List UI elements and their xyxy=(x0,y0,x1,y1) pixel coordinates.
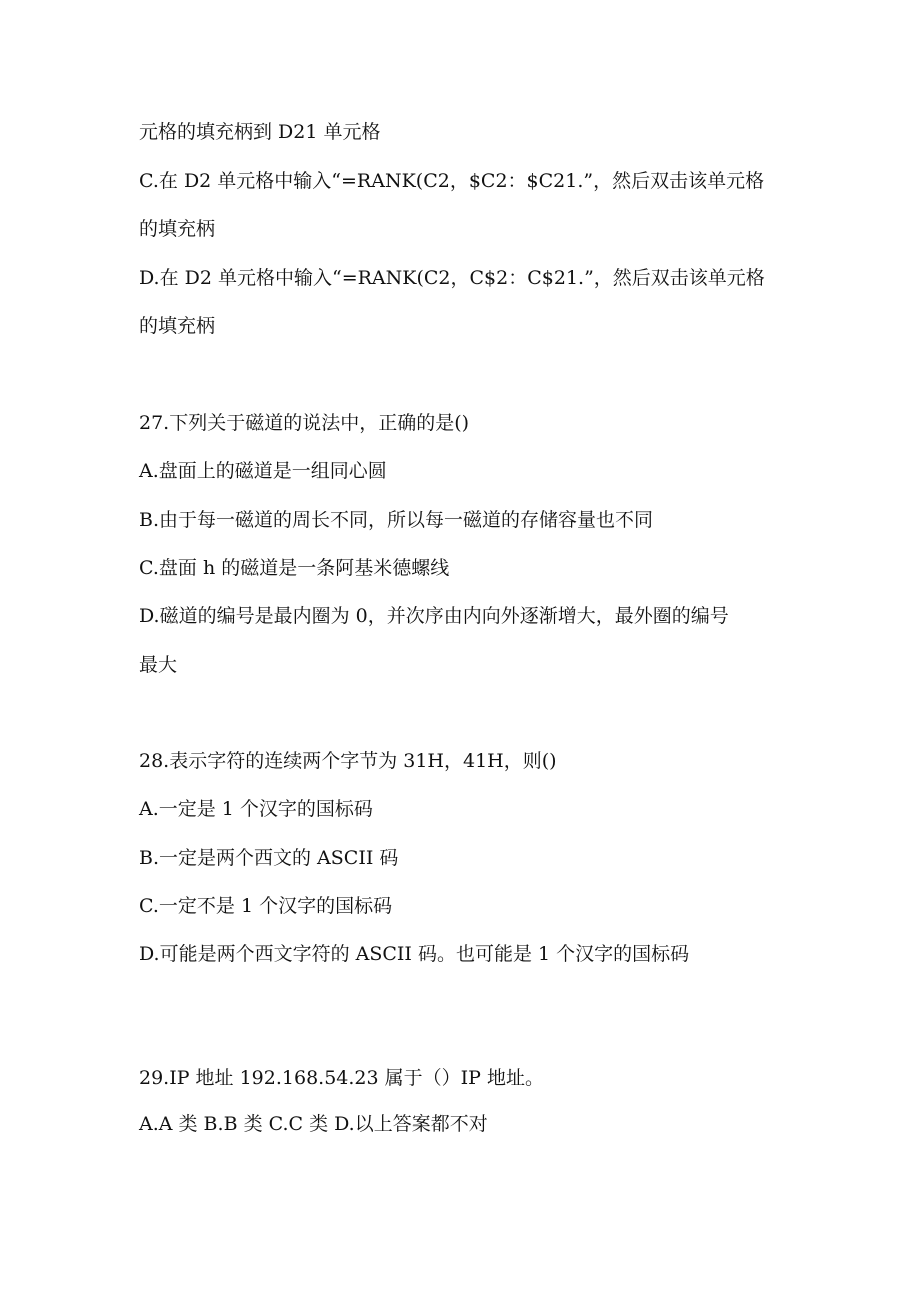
q26-option-b-continued: 元格的填充柄到 D21 单元格 xyxy=(139,121,381,143)
q28-option-a: A.一定是 1 个汉字的国标码 xyxy=(139,798,373,820)
q26-option-d: D.在 D2 单元格中输入“=RANK(C2，C$2：C$21.”，然后双击该单元格 xyxy=(139,267,765,289)
q28-option-c: C.一定不是 1 个汉字的国标码 xyxy=(139,895,393,917)
q27-option-a: A.盘面上的磁道是一组同心圆 xyxy=(139,460,387,482)
q28-option-d: D.可能是两个西文字符的 ASCII 码。也可能是 1 个汉字的国标码 xyxy=(139,943,690,965)
q27-option-d-continued: 最大 xyxy=(139,654,178,676)
q28-question: 28.表示字符的连续两个字节为 31H，41H，则() xyxy=(139,750,557,772)
q27-option-d: D.磁道的编号是最内圈为 0，并次序由内向外逐渐增大，最外圈的编号 xyxy=(139,605,729,627)
q27-question: 27.下列关于磁道的说法中，正确的是() xyxy=(139,412,470,434)
q26-option-c: C.在 D2 单元格中输入“=RANK(C2，$C2：$C21.”，然后双击该单元格 xyxy=(139,170,765,192)
q29-question: 29.IP 地址 192.168.54.23 属于（）IP 地址。 xyxy=(139,1067,544,1089)
q26-option-c-continued: 的填充柄 xyxy=(139,218,216,240)
q27-option-c: C.盘面 h 的磁道是一条阿基米德螺线 xyxy=(139,557,450,579)
q26-option-d-continued: 的填充柄 xyxy=(139,315,216,337)
q27-option-b: B.由于每一磁道的周长不同，所以每一磁道的存储容量也不同 xyxy=(139,509,654,531)
q29-options: A.A 类 B.B 类 C.C 类 D.以上答案都不对 xyxy=(139,1113,488,1135)
q28-option-b: B.一定是两个西文的 ASCII 码 xyxy=(139,847,399,869)
